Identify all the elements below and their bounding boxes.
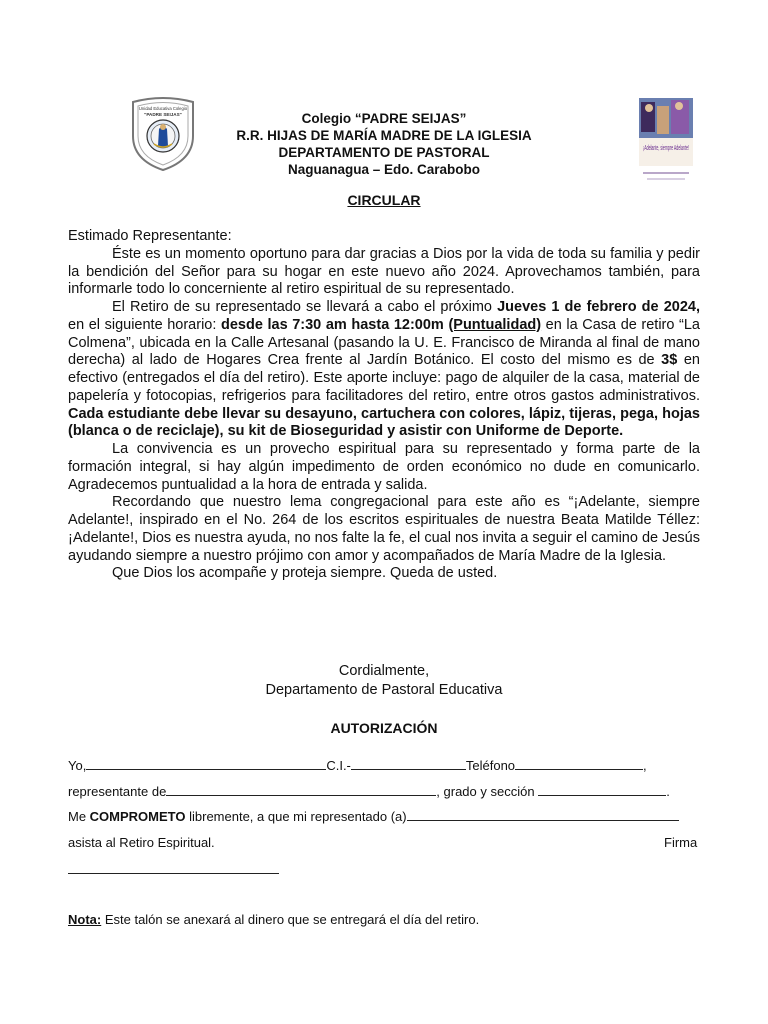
form-row-name: Yo, C.I.- Teléfono , (68, 758, 647, 773)
header-line-4: Naguanagua – Edo. Carabobo (287, 162, 481, 177)
crest-name-text: "PADRE SEIJAS" (144, 112, 182, 117)
header-line-2: R.R. HIJAS DE MARÍA MADRE DE LA IGLESIA (236, 128, 532, 143)
requirements-note: Cada estudiante debe llevar su desayuno, cartuchera con colores, lápiz, tijeras, pega, hojas (blanca o de reciclaje), su kit de Bioseguridad y asistir con Uniforme de Deporte. (68, 405, 700, 440)
form-row-commitment: Me COMPROMETO libremente, a que mi representado (a) (68, 809, 679, 824)
footnote-text: Este talón se anexará al dinero que se entregará el día del retiro. (101, 912, 480, 927)
school-header (0, 110, 768, 178)
paragraph-2: El Retiro de su representado se llevará a cabo el próximo Jueves 1 de febrero de 2024, en el siguiente horario: desde las 7:30 am hasta 12:00m (Puntualidad) en la Casa de retiro “La Colmena”, ubicada en la Calle Artesanal (pasando la U. E. Francisco de Miranda al final de mano derecha) al lado de Hogares Crea frente al Jardín Botánico. El costo del mismo es de 3$ en efectivo (entregados el día del retiro). Este aporte incluye: pago de alquiler de la casa, material de papelería y fotocopias, refrigerios para facilitadores del retiro, entre otros gastos administrativos. Cada estudiante debe llevar su desayuno, cartuchera con colores, lápiz, tijeras, pega, hojas (blanca o de reciclaje), su kit de Bioseguridad y asistir con Uniforme de Deporte. (68, 299, 700, 440)
authorization-title: AUTORIZACIÓN (330, 720, 438, 736)
paragraph-1: Éste es un momento oportuno para dar gracias a Dios por la vida de toda su familia y pedir la bendición del Señor para su hogar en este nuevo año 2024. Aprovechamos también, para informarle todo lo concerniente al retiro espiritual de su representado. (68, 245, 700, 298)
paragraph-3: La convivencia es un provecho espiritual para su representado y forma parte de la formación integral, si hay algún impedimento de orden económico no dude en comunicarlo. Agradecemos puntualidad a la hora de entrada y salida. (68, 441, 700, 493)
closing-salutation: Cordialmente, (338, 663, 430, 679)
signature-label: Firma (664, 835, 698, 850)
ci-field[interactable] (351, 758, 466, 770)
student-name-field[interactable] (166, 784, 436, 796)
document-title: CIRCULAR (347, 192, 421, 208)
retreat-cost: 3$ (661, 352, 678, 369)
signature-line[interactable] (68, 873, 279, 874)
represented-field[interactable] (407, 809, 679, 821)
name-field[interactable] (86, 758, 326, 770)
letter-body (68, 228, 700, 583)
closing (0, 662, 768, 700)
greeting: Estimado Representante: (68, 228, 232, 244)
form-row-representative: representante de , grado y sección . (68, 784, 670, 799)
footnote-label: Nota: (68, 912, 102, 927)
form-row-attend: asista al Retiro Espiritual. (68, 835, 215, 850)
phone-field[interactable] (515, 758, 643, 770)
closing-department: Departamento de Pastoral Educativa (265, 682, 503, 698)
header-line-1: Colegio “PADRE SEIJAS” (301, 111, 467, 126)
flyer-title: ¡Adelante, siempre Adelante! (643, 145, 690, 152)
punctuality-note: (Puntualidad) (448, 316, 542, 333)
paragraph-4: Recordando que nuestro lema congregacional para este año es “¡Adelante, siempre Adelante!, inspirado en el No. 264 de los escritos espirituales de nuestra Beata Matilde Téllez: ¡Adelante!, Dios es nuestra ayuda, no nos falte la fe, el cual nos invita a seguir el camino de Jesús ayudando siempre a nuestro prójimo con amor y acompañados de María Madre de la Iglesia. (68, 494, 700, 564)
grade-section-field[interactable] (538, 784, 666, 796)
footnote (68, 912, 479, 927)
retreat-date: Jueves 1 de febrero de 2024, (497, 299, 700, 315)
header-line-3: DEPARTAMENTO DE PASTORAL (278, 145, 490, 160)
paragraph-5: Que Dios los acompañe y proteja siempre. Queda de usted. (112, 565, 498, 582)
retreat-schedule: desde las 7:30 am hasta 12:00m (220, 316, 444, 333)
crest-top-text: Unidad Educativa Colegio (138, 106, 188, 111)
